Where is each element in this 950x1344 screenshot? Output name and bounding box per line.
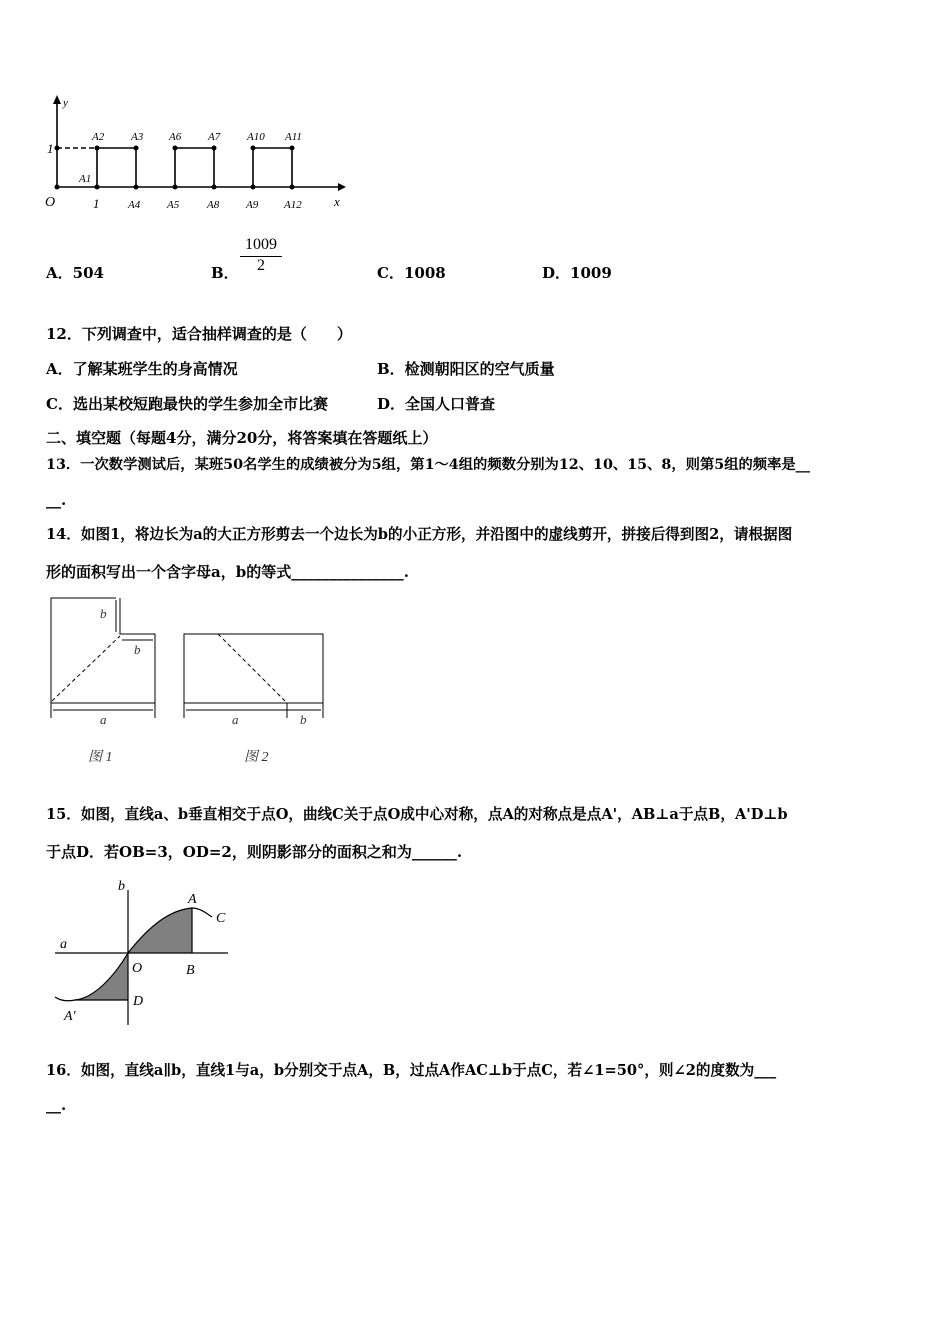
q16-line2: __. <box>46 1096 67 1114</box>
q11-option-c: C．1008 <box>377 264 446 282</box>
label-A: A <box>188 892 197 907</box>
label-C: C <box>216 911 226 926</box>
origin-label: O <box>45 195 56 210</box>
point-label: A4 <box>128 199 141 211</box>
q11-option-b-fraction: $\frac{1009}{2}$ <box>240 236 282 275</box>
q13-line2: __. <box>46 491 67 509</box>
label-a: a <box>232 712 239 727</box>
point-label: A7 <box>208 131 221 143</box>
q11-option-d: D．1009 <box>542 264 612 282</box>
point-label: A11 <box>285 131 302 143</box>
x-axis-label: x <box>334 194 340 209</box>
q12-stem: 12．下列调查中，适合抽样调查的是（ ） <box>46 325 352 343</box>
label-a: a <box>60 937 67 952</box>
q14-line1: 14．如图1，将边长为a的大正方形剪去一个边长为b的小正方形，并沿图中的虚线剪开，拼接后得到图2，请根据图 <box>46 526 793 543</box>
q16-line1: 16．如图，直线a∥b，直线1与a，b分别交于点A，B，过点A作AC⊥b于点C，若∠1=50°，则∠2的度数为___ <box>46 1062 777 1079</box>
figure-1-caption: 图 1 <box>88 750 113 765</box>
point-label: A9 <box>246 199 259 211</box>
label-D: D <box>133 994 144 1009</box>
q11-option-a: A．504 <box>46 264 104 282</box>
label-B: B <box>186 963 195 978</box>
point-label: A8 <box>207 199 220 211</box>
figure-2-caption: 图 2 <box>244 750 269 765</box>
section-heading: 二、填空题（每题4分，满分20分，将答案填在答题纸上） <box>46 429 438 447</box>
label-a: a <box>100 712 107 727</box>
point-label: A5 <box>167 199 180 211</box>
q12-option-b: B．检测朝阳区的空气质量 <box>377 360 555 378</box>
q11-coordinate-figure <box>30 90 350 220</box>
label-b: b <box>300 712 307 727</box>
q12-option-c: C．选出某校短跑最快的学生参加全市比赛 <box>46 395 328 413</box>
point-label: A2 <box>92 131 105 143</box>
label-b: b <box>118 879 125 894</box>
point-label: A12 <box>284 199 302 211</box>
q11-option-b-label: B． <box>211 264 239 282</box>
y-axis-label: y <box>63 97 68 109</box>
point-label: A10 <box>247 131 265 143</box>
q14-figures <box>40 590 340 770</box>
label-b: b <box>100 606 107 621</box>
label-A-prime: A' <box>64 1009 76 1024</box>
q13-line1: 13．一次数学测试后，某班50名学生的成绩被分为5组，第1～4组的频数分别为12、10、15、8，则第5组的频率是__ <box>46 457 810 473</box>
q14-line2: 形的面积写出一个含字母a，b的等式_______________. <box>46 563 409 581</box>
q12-option-d: D．全国人口普查 <box>377 395 496 413</box>
q15-line1: 15．如图，直线a、b垂直相交于点O，曲线C关于点O成中心对称，点A的对称点是点A'，AB⊥a于点B，A'D⊥b <box>46 806 788 823</box>
q12-option-a: A．了解某班学生的身高情况 <box>46 360 238 378</box>
point-label: A6 <box>169 131 182 143</box>
point-label: A1 <box>79 173 92 185</box>
point-label: A3 <box>131 131 144 143</box>
x-tick-1: 1 <box>93 196 100 211</box>
y-tick-1: 1 <box>47 141 54 156</box>
label-O: O <box>132 961 143 976</box>
label-b: b <box>134 642 141 657</box>
q15-line2: 于点D．若OB=3，OD=2，则阴影部分的面积之和为______. <box>46 843 463 861</box>
q15-figure <box>40 870 240 1030</box>
